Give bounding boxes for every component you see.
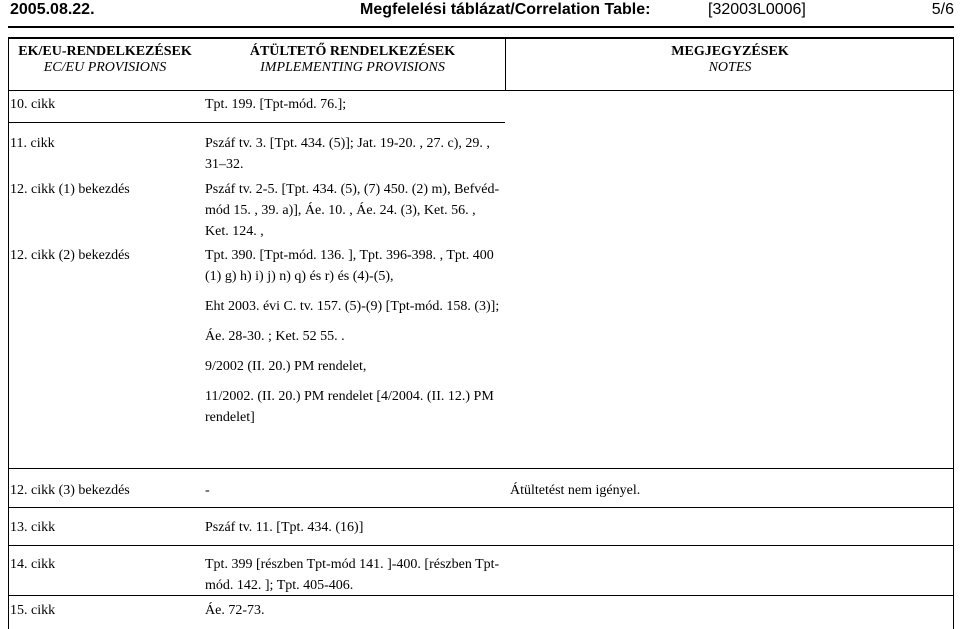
provision-cell: 12. cikk (3) bekezdés — [10, 483, 130, 498]
row-divider — [8, 507, 954, 508]
implementing-line: Eht 2003. évi C. tv. 157. (5)-(9) [Tpt-mód. 158. (3)]; — [205, 299, 500, 314]
row-divider — [8, 122, 505, 123]
implementing-cell: Tpt. 199. [Tpt-mód. 76.]; — [205, 97, 347, 112]
column-heading-implementing-hu: ÁTÜLTETŐ RENDELKEZÉSEK — [249, 44, 456, 59]
implementing-cell: Áe. 72-73. — [205, 603, 265, 618]
column-heading-notes-hu: MEGJEGYZÉSEK — [671, 44, 789, 59]
row-divider — [8, 595, 954, 596]
implementing-line: Áe. 28-30. ; Ket. 52 55. . — [205, 329, 345, 344]
row-divider — [8, 468, 954, 469]
column-heading-implementing-en: IMPLEMENTING PROVISIONS — [260, 60, 445, 75]
table-top-border — [8, 37, 954, 39]
implementing-cell: Tpt. 399 [részben Tpt-mód 141. ]-400. [részben Tpt-mód. 142. ]; Tpt. 405-406. — [205, 557, 500, 593]
column-heading-provisions-hu: EK/EU-RENDELKEZÉSEK — [18, 44, 192, 59]
row-divider — [8, 545, 954, 546]
note-cell: Átültetést nem igényel. — [510, 483, 641, 498]
provision-cell: 14. cikk — [10, 557, 56, 572]
column-heading-notes-en: NOTES — [708, 60, 752, 75]
provision-cell: 12. cikk (2) bekezdés — [10, 248, 130, 263]
implementing-cell: - — [205, 483, 210, 498]
header-celex-code: [32003L0006] — [708, 1, 806, 18]
provision-cell: 11. cikk — [10, 136, 55, 151]
table-left-border — [8, 37, 9, 629]
provision-cell: 10. cikk — [10, 97, 56, 112]
column-heading-provisions-en: EC/EU PROVISIONS — [43, 60, 167, 75]
header-page-number: 5/6 — [931, 1, 954, 18]
column-heading-notes — [510, 44, 950, 76]
provision-cell: 15. cikk — [10, 603, 56, 618]
implementing-cell: Pszáf tv. 11. [Tpt. 434. (16)] — [205, 520, 364, 535]
header-column-divider — [505, 37, 506, 91]
column-heading-provisions — [10, 44, 200, 76]
table-right-border — [953, 37, 954, 629]
provision-cell: 12. cikk (1) bekezdés — [10, 182, 130, 197]
header-rule — [8, 26, 954, 28]
header-bottom-border — [8, 90, 954, 91]
implementing-line: 11/2002. (II. 20.) PM rendelet [4/2004. (II. 12.) PM rendelet] — [205, 389, 494, 425]
provision-cell: 13. cikk — [10, 520, 56, 535]
implementing-cell: Pszáf tv. 2-5. [Tpt. 434. (5), (7) 450. (2) m), Befvéd-mód 15. , 39. a)], Áe. 10. , Áe. 24. (3), Ket. 56. , Ket. 124. , — [205, 182, 500, 239]
implementing-line: 9/2002 (II. 20.) PM rendelet, — [205, 359, 367, 374]
header-date: 2005.08.22. — [10, 1, 95, 18]
column-heading-implementing — [205, 44, 500, 76]
implementing-line: Tpt. 390. [Tpt-mód. 136. ], Tpt. 396-398. , Tpt. 400 (1) g) h) i) j) n) q) és r) és (4)-(5), — [205, 248, 494, 284]
implementing-cell: Pszáf tv. 3. [Tpt. 434. (5)]; Jat. 19-20. , 27. c), 29. , 31–32. — [205, 136, 490, 172]
implementing-cell — [205, 245, 500, 428]
header-title: Megfelelési táblázat/Correlation Table: — [360, 1, 651, 18]
page-header — [0, 0, 960, 26]
